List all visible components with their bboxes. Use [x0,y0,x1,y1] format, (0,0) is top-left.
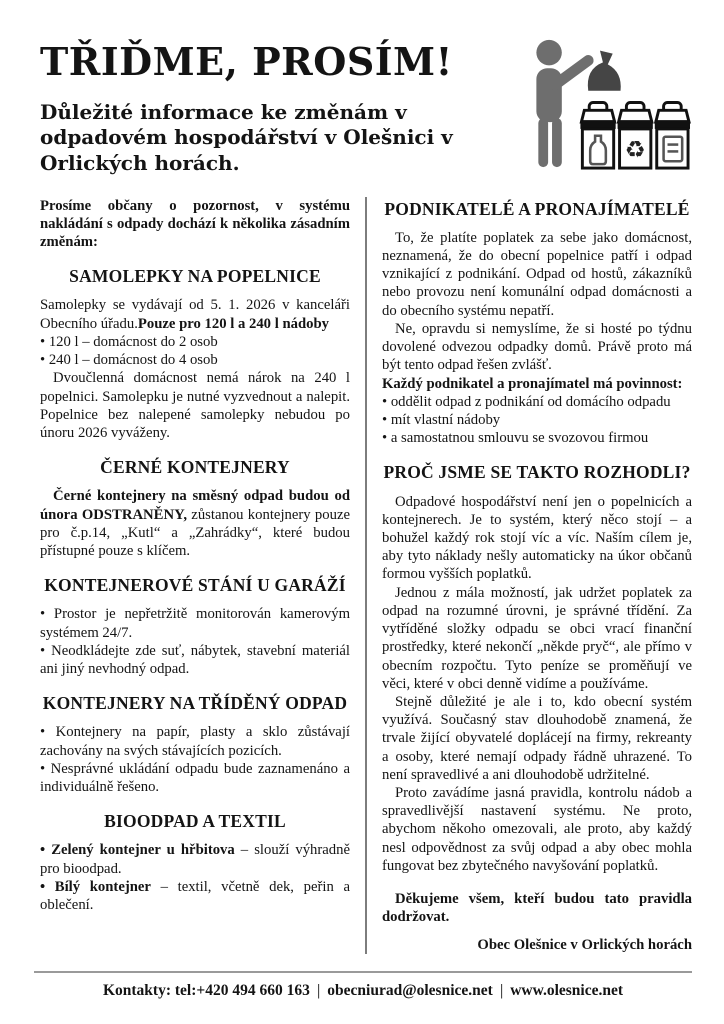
header-text [40,39,488,177]
closing-thanks: Děkujeme všem, kteří budou tato pravidla dodržovat. [382,891,692,926]
bullet-item: • 120 l – domácnost do 2 osob [40,333,218,350]
bin-recycle-icon [618,103,653,169]
page-title: TŘIĎME, PROSÍM! [40,39,453,84]
footer-separator: | [499,982,504,999]
section-heading-podnikatele: PODNIKATELÉ A PRONAJÍMATELÉ [384,198,690,219]
samolepky-p1-bold: Pouze pro 120 l a 240 l nádoby [137,315,329,332]
bullet-item: • Kontejnery na papír, plasty a sklo zůstávají zachovány na svých stávajících pozicích. [40,724,350,759]
bullet-item: • Prostor je nepřetržitě monitorován kamerovým systémem 24/7. [40,606,350,641]
samolepky-paragraph-1 [40,296,350,332]
page-subtitle: Důležité informace ke změnám v odpadovém hospodářství v Olešnici v Orlických horách. [40,99,453,176]
podnikatele-paragraph-2: Ne, opravdu si nemyslíme, že si hosté po týdnu dovolené odvezou odpadky domů. Právě proto má být tento odpad řešen zvlášť. [382,320,692,374]
cerne-kontejnery-paragraph [40,487,350,560]
footer-rule [34,971,692,973]
recycling-illustration-icon [506,34,692,171]
footer-email: obecniurad@olesnice.net [327,982,493,999]
header [40,28,692,177]
bullet-item [40,841,350,877]
proc-paragraph-2: Jednou z mála možností, jak udržet poplatek za odpad na rozumné úrovni, je správné třídění. Za vytříděné složky odpadu se obci vrací finanční prostředky, které nekončí „někde pryč“, ale přímo v obecním rozpočtu. Tyto peníze se proměňují ve věci, které v obci denně vidíme a používáme. [382,584,692,692]
samolepky-paragraph-2: Dvoučlenná domácnost nemá nárok na 240 l popelnici. Samolepku je nutné vyzvednout a nalepit. Popelnice bez nalepené samolepky nebudou po únoru 2026 vyváženy. [40,370,350,441]
podnikatele-paragraph-1: To, že platíte poplatek za sebe jako domácnost, neznamená, že do obecní popelnice patří i odpad vznikající z podnikání. Odpad od hostů, zákazníků nebo provozu není komunální odpad domácnosti a do obecního systému nepatří. [382,229,692,319]
samolepky-p1-regular: Samolepky se vydávají od 5. 1. 2026 v kanceláři Obecního úřadu. [40,297,350,332]
cerne-kontejnery-bold: Černé kontejnery na směsný odpad budou od února ODSTRANĚNY, [40,488,350,523]
proc-paragraph-1: Odpadové hospodářství není jen o popelnicích a kontejnerech. Je to systém, který něco stojí – a bohužel každý rok stojí víc a víc. Naším cílem je, aby tyto náklady nešly automaticky na úkor občanů formou vyšších poplatků. [382,493,692,583]
intro-text: Prosíme občany o pozornost, v systému nakládání s odpady dochází k několika zásadním změnám: [40,197,350,251]
left-column [40,197,365,954]
footer-web: www.olesnice.net [510,982,624,999]
section-heading-trideny-odpad: KONTEJNERY NA TŘÍDĚNÝ ODPAD [42,693,348,714]
closing-signature: Obec Olešnice v Orlických horách [477,936,692,953]
footer-separator: | [316,982,321,999]
recycle-arrows-icon: ♻ [624,137,646,164]
content-columns [40,197,692,954]
bioodpad-bullet-lead: • Zelený kontejner u hřbitova [40,842,235,859]
proc-paragraph-4: Proto zavádíme jasná pravidla, kontrolu nádob a spravedlivější nastavení systému. Ne proto, abychom někoho omezovali, ale proto, aby každý nesl odpovědnost za svůj odpad a aby obec mohla fungovat bez zbytečného navyšování poplatků. [382,785,692,874]
section-heading-proc: PROČ JSME SE TAKTO ROZHODLI? [383,462,691,483]
cerne-kontejnery-regular: zůstanou kontejnery pouze pro č.p.14, „Kutl“ a „Zahrádky“, které budou přístupné pouze s klíčem. [40,506,350,559]
bullet-item [40,878,350,914]
bullet-item: • Nesprávné ukládání odpadu bude zaznamenáno a individuálně řešeno. [40,760,350,795]
bullet-item: • 240 l – domácnost do 4 osob [40,352,218,369]
podnikatele-duty-heading: Každý podnikatel a pronajímatel má povinnost: [382,375,683,392]
textil-bullet-lead: • Bílý kontejner [40,878,151,895]
bin-glass-icon [580,103,615,169]
section-heading-cerne-kontejnery: ČERNÉ KONTEJNERY [100,457,290,478]
textil-bullet-rest: – textil, včetně dek, peřin a oblečení. [40,878,350,913]
person-figure-icon [536,40,588,167]
bullet-item: • a samostatnou smlouvu se svozovou firmou [382,430,649,447]
bullet-item: • oddělit odpad z podnikání od domácího odpadu [382,393,671,410]
bullet-item: • mít vlastní nádoby [382,411,501,428]
footer-phone: Kontakty: tel:+420 494 660 163 [102,982,310,999]
section-heading-bioodpad-textil: BIOODPAD A TEXTIL [104,811,286,832]
section-heading-stani-u-garazi: KONTEJNEROVÉ STÁNÍ U GARÁŽÍ [44,575,346,596]
footer [34,971,692,1000]
footer-contacts [34,982,692,1000]
bullet-item: • Neodkládejte zde suť, nábytek, stavební materiál ani jiný nevhodný odpad. [40,642,350,677]
bin-paper-icon [655,103,690,169]
proc-paragraph-3: Stejně důležité je ale i to, kdo obecní systém využívá. Současný stav dlouhodobě znamená, že trvale žijící obyvatelé doplácejí na firmy, rekreanty a osoby, které nemají odpady řádně uhrazené. To není spravedlivé a ani dlouhodobě udržitelné. [382,693,692,783]
right-column [367,197,692,954]
section-heading-samolepky: SAMOLEPKY NA POPELNICE [69,266,321,287]
trash-bag-icon [588,51,621,91]
bioodpad-bullet-rest: – slouží výhradně pro bioodpad. [40,842,350,877]
